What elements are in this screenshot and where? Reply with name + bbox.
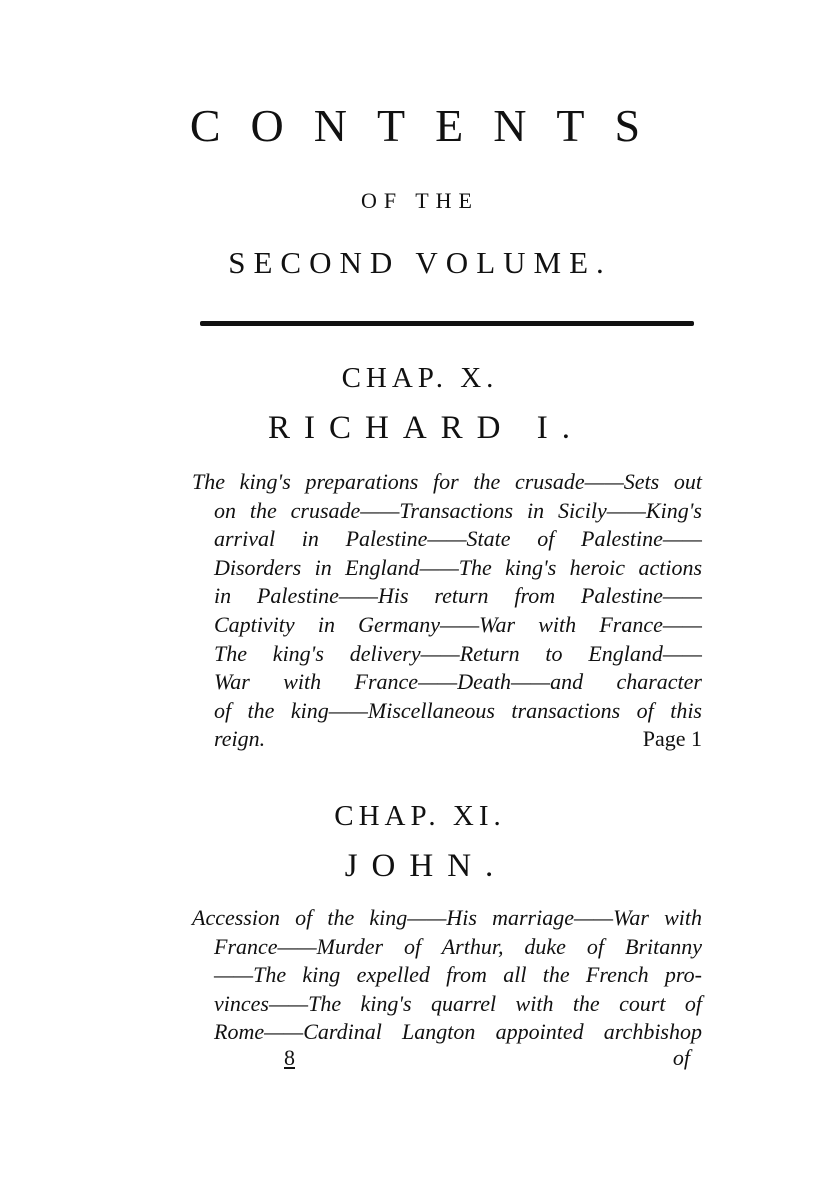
chapter-heading: CHAP. XI. [334,800,506,832]
page-subtitle: OF THE [361,188,479,213]
summary-line: The king's preparations for the crusade——Sets out [192,469,702,494]
page-reference: Page 1 [642,726,702,752]
page-footer [0,1045,840,1075]
summary-last-line [192,725,702,754]
title-rule-divider [200,321,694,326]
summary-line: Disorders in England——The king's heroic actions [214,554,702,580]
signature-mark: 8 [284,1045,295,1070]
summary-line: Rome——Cardinal Langton appointed archbishop [214,1019,702,1045]
chapter-summary [192,904,702,1047]
summary-line: of the king——Miscellaneous transactions of this [214,697,702,723]
summary-line: arrival in Palestine——State of Palestine—— [214,526,702,552]
catchword: of [672,1045,690,1070]
summary-line: The king's delivery——Return to England—— [214,640,702,666]
summary-line-end: reign. [214,726,266,752]
chapter-name: RICHARD I. [267,410,584,446]
volume-title: SECOND VOLUME. [228,245,612,280]
summary-line: Accession of the king——His marriage——War with [192,905,702,930]
chapter-heading: CHAP. X. [341,362,499,394]
page-title: CONTENTS [189,100,671,151]
summary-line: War with France——Death——and character [214,669,702,695]
summary-line: Captivity in Germany——War with France—— [214,611,702,637]
chapter-summary [192,468,702,754]
summary-line: ——The king expelled from all the French pro- [214,962,702,988]
chapter-name: JOHN. [344,848,508,884]
summary-line: vinces——The king's quarrel with the court of [214,990,702,1016]
summary-line: on the crusade——Transactions in Sicily——King's [214,497,702,523]
summary-line: in Palestine——His return from Palestine—— [214,583,702,609]
summary-line: France——Murder of Arthur, duke of Britanny [214,933,702,959]
